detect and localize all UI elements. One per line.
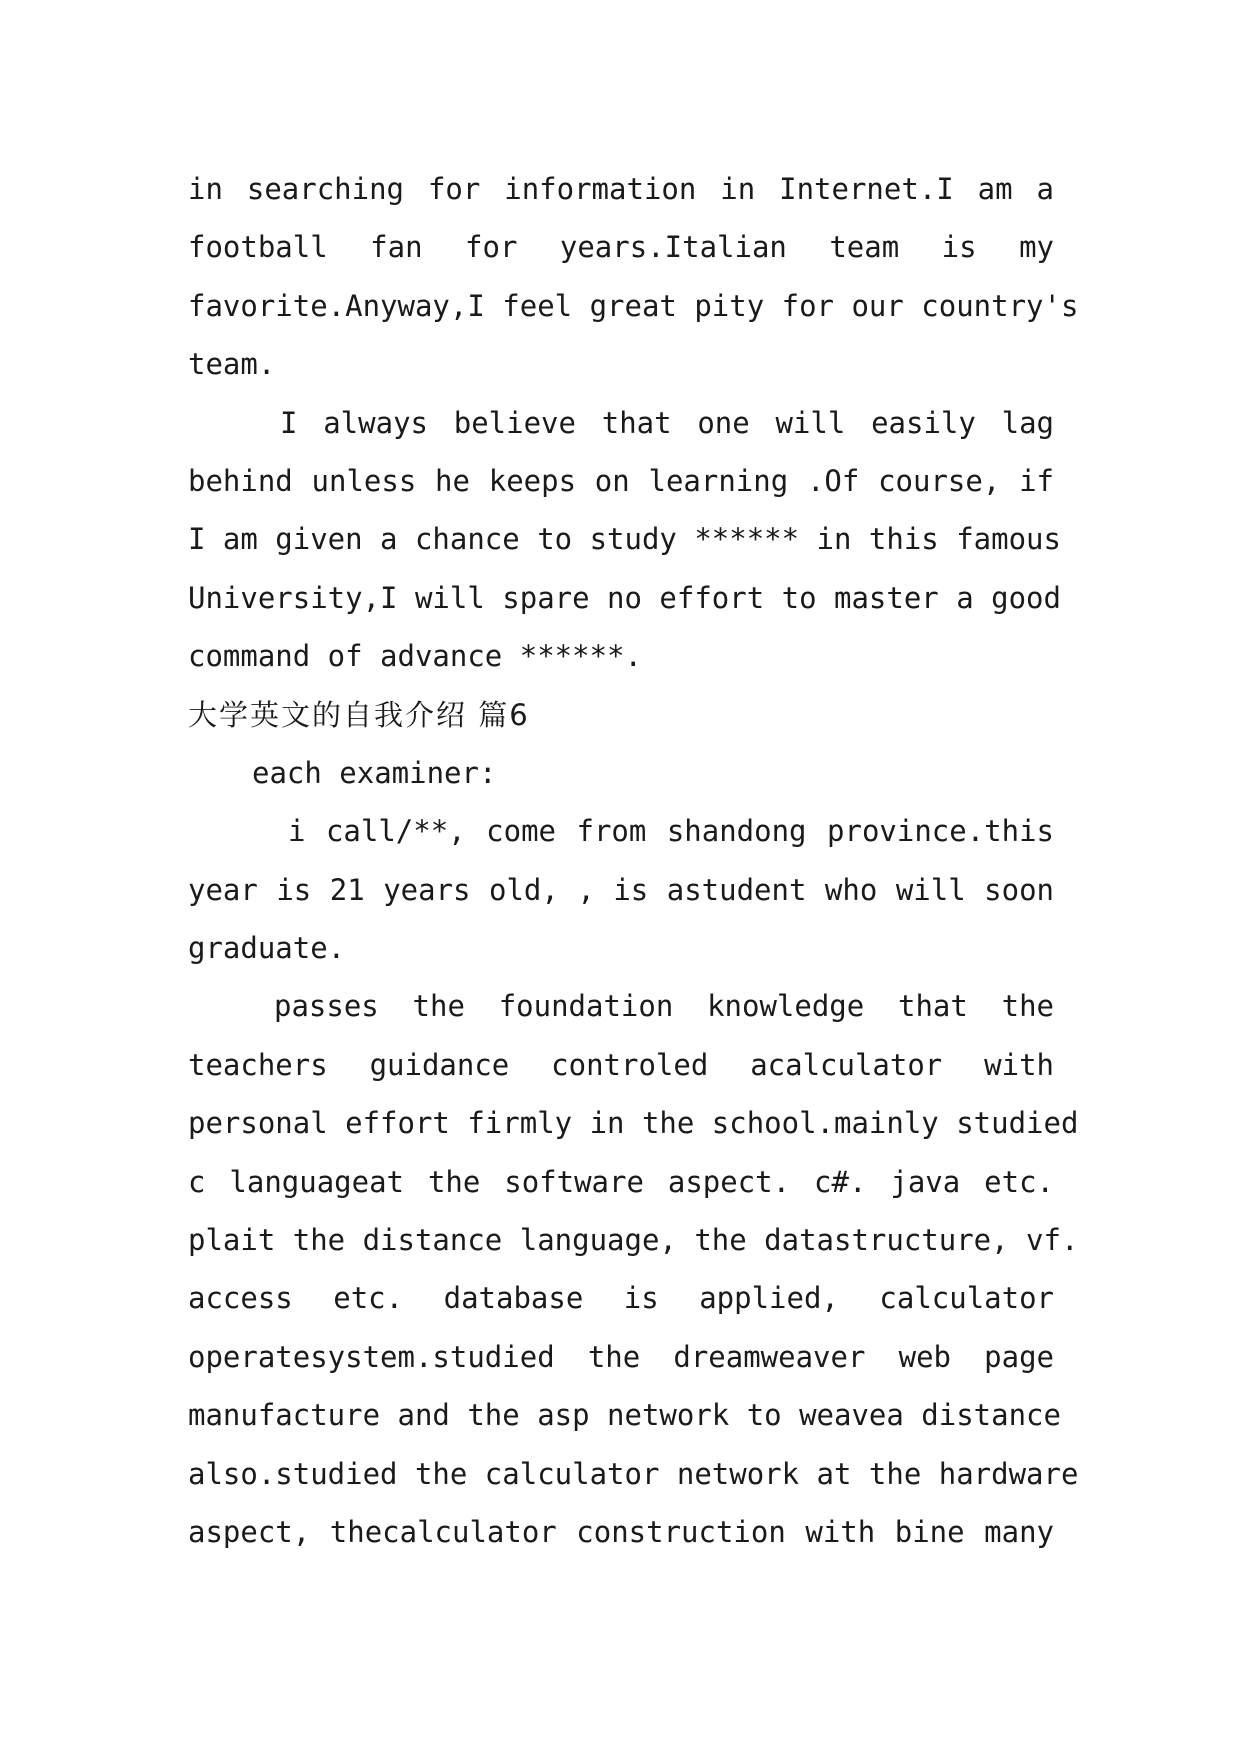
text-line: graduate. — [188, 931, 346, 966]
paragraph-2 — [188, 394, 1061, 686]
text-line: passes the foundation knowledge that the — [274, 989, 1054, 1024]
text-line: year is 21 years old, , is astudent who will soon — [188, 872, 1054, 907]
paragraph-1 — [188, 160, 1079, 394]
text-line: University,I will spare no effort to master a good — [188, 580, 1061, 615]
text-line: command of advance ******. — [188, 639, 642, 674]
text-line: access etc. database is applied, calculator — [188, 1281, 1054, 1316]
text-line: c languageat the software aspect. c#. java etc. — [188, 1164, 1054, 1199]
text-line: teachers guidance controled acalculator with — [188, 1047, 1054, 1082]
text-line: operatesystem.studied the dreamweaver web page — [188, 1339, 1054, 1374]
salutation: each examiner: — [252, 755, 497, 790]
section-heading: 大学英文的自我介绍 篇6 — [188, 697, 530, 732]
text-line: manufacture and the asp network to weavea distance — [188, 1398, 1061, 1433]
text-line: I am given a chance to study ****** in this famous — [188, 522, 1061, 557]
text-line: favorite.Anyway,I feel great pity for our country's — [188, 288, 1079, 323]
text-line: plait the distance language, the datastructure, vf. — [188, 1223, 1079, 1258]
paragraph-3 — [188, 802, 1054, 977]
text-line: I always believe that one will easily lag — [280, 405, 1054, 440]
text-line: in searching for information in Internet.I am a — [188, 172, 1054, 206]
text-line: team. — [188, 347, 276, 382]
text-line: personal effort firmly in the school.mainly studied — [188, 1106, 1079, 1141]
text-line: i call/**, come from shandong province.this — [288, 814, 1054, 849]
paragraph-4 — [188, 977, 1079, 1561]
text-line: also.studied the calculator network at the hardware — [188, 1456, 1079, 1491]
text-line: behind unless he keeps on learning .Of course, if — [188, 463, 1054, 498]
text-line: football fan for years.Italian team is my — [188, 230, 1054, 265]
document-page — [188, 160, 1079, 1561]
text-line: aspect, thecalculator construction with bine many — [188, 1514, 1054, 1549]
